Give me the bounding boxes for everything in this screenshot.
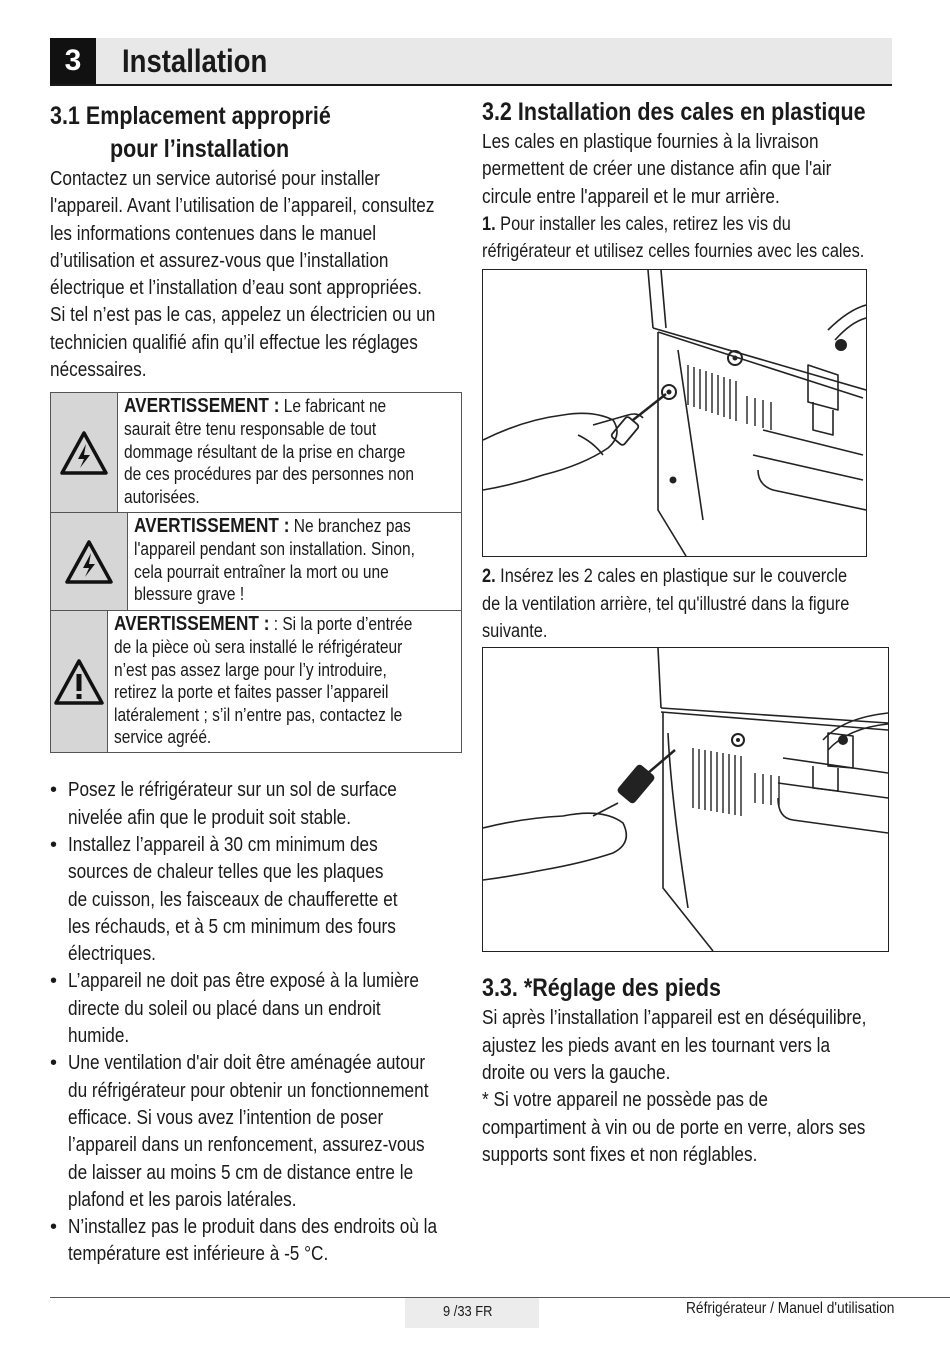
intro-line: circule entre l'appareil et le mur arrière. bbox=[482, 185, 780, 208]
step-line: Pour installer les cales, retirez les vis du bbox=[495, 213, 791, 235]
bullet-dot: • bbox=[50, 833, 58, 856]
bullet-line: Une ventilation d'air doit être aménagée autour bbox=[68, 1052, 426, 1075]
warning-text bbox=[108, 611, 461, 752]
section-3-1-title bbox=[50, 100, 462, 166]
warning-first-line: Ne branchez pas bbox=[289, 516, 412, 537]
chapter-title: Installation bbox=[122, 43, 268, 79]
intro-line: nécessaires. bbox=[50, 359, 147, 382]
warning-line: service agréé. bbox=[114, 727, 212, 748]
warning-line: saurait être tenu responsable de tout bbox=[123, 418, 376, 439]
section-3-3-title bbox=[482, 972, 902, 1005]
warning-label: AVERTISSEMENT : bbox=[123, 395, 280, 418]
warning-label: AVERTISSEMENT : bbox=[114, 613, 270, 636]
bullet-line: électriques. bbox=[68, 943, 156, 966]
body-line: supports sont fixes et non réglables. bbox=[482, 1143, 758, 1166]
footer-doc-title-text: Réfrigérateur / Manuel d'utilisation bbox=[686, 1300, 895, 1317]
caution-icon bbox=[51, 611, 108, 752]
section-3-1-intro bbox=[50, 166, 462, 384]
warning-line: dommage résultant de la prise en charge bbox=[123, 441, 406, 462]
bullet-dot: • bbox=[50, 1216, 58, 1239]
bullet-line: les réchauds, et à 5 cm minimum des fours bbox=[68, 915, 396, 938]
section-3-3-title-text: 3.3. *Réglage des pieds bbox=[482, 974, 721, 1003]
warning-line: n’est pas assez large pour l’y introduire, bbox=[114, 659, 387, 680]
bullet-line: Installez l’appareil à 30 cm minimum des bbox=[68, 833, 378, 856]
chapter-number: 3 bbox=[50, 38, 96, 84]
body-line: ajustez les pieds avant en les tournant vers la bbox=[482, 1034, 831, 1057]
figure-insert-spacers bbox=[482, 647, 889, 952]
warning-row bbox=[51, 610, 461, 752]
page-number bbox=[405, 1298, 539, 1328]
bullet-line: l’appareil dans un renfoncement, assurez-vous bbox=[68, 1134, 425, 1157]
intro-line: l'appareil. Avant l’utilisation de l’appareil, consultez bbox=[50, 195, 435, 218]
intro-line: Les cales en plastique fournies à la livraison bbox=[482, 131, 819, 153]
section-3-1-title-line1: 3.1 Emplacement approprié bbox=[50, 102, 331, 130]
bullet-line: Posez le réfrigérateur sur un sol de surface bbox=[68, 779, 397, 802]
body-line: Si après l’installation l’appareil est en déséquilibre, bbox=[482, 1007, 867, 1030]
page-number-text: 9 /33 FR bbox=[443, 1303, 493, 1320]
bullet-line: humide. bbox=[68, 1025, 130, 1048]
step-1 bbox=[482, 211, 902, 266]
electric-warning-icon bbox=[51, 513, 128, 610]
section-3-2-title bbox=[482, 96, 902, 129]
list-item bbox=[50, 968, 462, 1050]
bullet-line: plafond et les parois latérales. bbox=[68, 1188, 297, 1211]
bullet-line: température est inférieure à -5 °C. bbox=[68, 1243, 329, 1266]
section-3-2-intro bbox=[482, 129, 902, 211]
list-item bbox=[50, 777, 462, 832]
warning-text bbox=[118, 393, 461, 512]
step-2 bbox=[482, 563, 902, 645]
section-3-2-title-text: 3.2 Installation des cales en plastique bbox=[482, 98, 866, 126]
intro-line: électrique et l’installation d’eau sont appropriées. bbox=[50, 277, 422, 300]
fridge-spacer-illustration bbox=[483, 648, 888, 951]
bullet-dot: • bbox=[50, 970, 58, 993]
list-item bbox=[50, 1050, 462, 1214]
intro-line: permettent de créer une distance afin que l'air bbox=[482, 158, 832, 181]
section-3-3-body bbox=[482, 1005, 902, 1169]
warning-label: AVERTISSEMENT : bbox=[134, 515, 290, 538]
left-column bbox=[50, 100, 462, 1269]
intro-line: les informations contenues dans le manuel bbox=[50, 222, 377, 245]
warning-line: cela pourrait entraîner la mort ou une bbox=[134, 561, 390, 582]
body-line: compartiment à vin ou de porte en verre, alors ses bbox=[482, 1116, 866, 1139]
warning-line: l'appareil pendant son installation. Sinon, bbox=[134, 538, 416, 559]
list-item bbox=[50, 832, 462, 968]
bullet-line: directe du soleil ou placé dans un endroit bbox=[68, 997, 381, 1020]
bullet-line: de laisser au moins 5 cm de distance entre le bbox=[68, 1161, 414, 1184]
step-line: réfrigérateur et utilisez celles fournies avec les cales. bbox=[482, 241, 865, 263]
section-3-1-title-line2: pour l’installation bbox=[110, 135, 290, 163]
right-column bbox=[482, 96, 902, 1169]
footer-doc-title bbox=[686, 1300, 928, 1318]
step-line: de la ventilation arrière, tel qu'illustré dans la figure bbox=[482, 593, 850, 615]
bullet-line: efficace. Si vous avez l’intention de poser bbox=[68, 1106, 384, 1129]
warning-line: blessure grave ! bbox=[134, 584, 245, 605]
intro-line: Contactez un service autorisé pour installer bbox=[50, 168, 380, 190]
bullet-line: de cuisson, les faisceaux de chaufferette et bbox=[68, 888, 398, 911]
warnings-table bbox=[50, 392, 462, 753]
electric-warning-icon bbox=[51, 393, 118, 512]
bullet-line: sources de chaleur telles que les plaques bbox=[68, 861, 384, 884]
warning-first-line: : Si la porte d’entrée bbox=[269, 614, 413, 635]
body-line: * Si votre appareil ne possède pas de bbox=[482, 1089, 768, 1112]
warning-line: retirez la porte et faites passer l’appareil bbox=[114, 682, 389, 703]
bullet-dot: • bbox=[50, 779, 58, 802]
bullet-line: N’installez pas le produit dans des endroits où la bbox=[68, 1216, 438, 1239]
list-item bbox=[50, 1214, 462, 1269]
warning-line: latéralement ; s’il n’entre pas, contactez le bbox=[114, 704, 403, 725]
installation-bullets bbox=[50, 777, 462, 1268]
warning-first-line: Le fabricant ne bbox=[279, 396, 386, 417]
intro-line: technicien qualifié afin qu’il effectue les réglages bbox=[50, 331, 418, 354]
step-line: suivante. bbox=[482, 621, 548, 643]
figure-remove-screws bbox=[482, 269, 867, 557]
step-line: Insérez les 2 cales en plastique sur le couvercle bbox=[495, 566, 848, 588]
warning-text bbox=[128, 513, 461, 610]
warning-row bbox=[51, 393, 461, 512]
intro-line: d’utilisation et assurez-vous que l’installation bbox=[50, 249, 389, 272]
body-line: droite ou vers la gauche. bbox=[482, 1061, 671, 1084]
warning-line: autorisées. bbox=[123, 486, 200, 507]
intro-line: Si tel n’est pas le cas, appelez un électricien ou un bbox=[50, 304, 436, 327]
chapter-header bbox=[50, 38, 892, 86]
step-number: 2. bbox=[482, 566, 496, 588]
bullet-line: nivelée afin que le produit soit stable. bbox=[68, 806, 352, 829]
step-number: 1. bbox=[482, 213, 496, 235]
fridge-back-screwdriver-illustration bbox=[483, 270, 866, 556]
warning-line: de la pièce où sera installé le réfrigérateur bbox=[114, 636, 403, 657]
bullet-line: du réfrigérateur pour obtenir un fonctionnement bbox=[68, 1079, 429, 1102]
warning-line: de ces procédures par des personnes non bbox=[123, 464, 414, 485]
warning-row bbox=[51, 512, 461, 610]
bullet-dot: • bbox=[50, 1052, 58, 1075]
bullet-line: L’appareil ne doit pas être exposé à la lumière bbox=[68, 970, 419, 993]
